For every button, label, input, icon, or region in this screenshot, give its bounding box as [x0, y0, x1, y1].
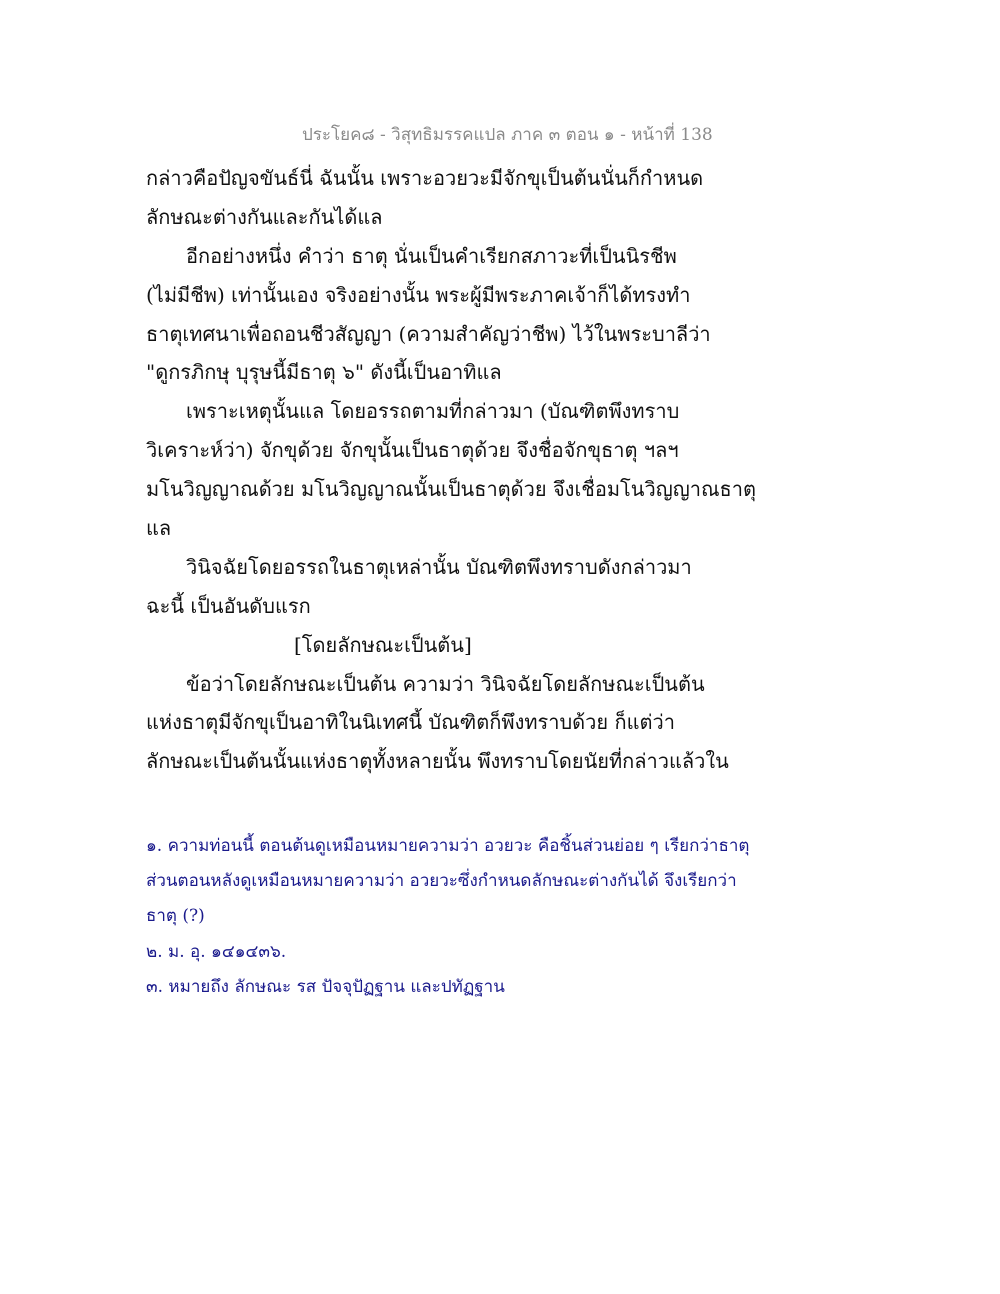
text-line: วิเคราะห์ว่า) จักขุด้วย จักขุนั้นเป็นธาตุด้วย จึงชื่อจักขุธาตุ ฯลฯ	[146, 438, 679, 463]
text-line: มโนวิญญาณด้วย มโนวิญญาณนั้นเป็นธาตุด้วย จึงเชื่อมโนวิญญาณธาตุ	[146, 477, 756, 502]
footnote-3: ๓. หมายถึง ลักษณะ รส ปัจจุปัฏฐาน และปทัฏฐาน	[146, 976, 505, 997]
text-line: ลักษณะต่างกันและกันได้แล	[146, 204, 383, 229]
text-line: ข้อว่าโดยลักษณะเป็นต้น ความว่า วินิจฉัยโดยลักษณะเป็นต้น	[186, 671, 705, 696]
text-line: แล	[146, 516, 172, 541]
footnote-1-line-1: ๑. ความท่อนนี้ ตอนต้นดูเหมือนหมายความว่า อวยวะ คือชิ้นส่วนย่อย ๆ เรียกว่าธาตุ	[146, 836, 750, 856]
footnote-2: ๒. ม. อุ. ๑๔๑๔๓๖.	[146, 941, 287, 962]
text-line: (ไม่มีชีพ) เท่านั้นเอง จริงอย่างนั้น พระผู้มีพระภาคเจ้าก็ได้ทรงทำ	[146, 282, 691, 307]
text-line: "ดูกรภิกษุ บุรุษนี้มีธาตุ ๖" ดังนี้เป็นอาทิแล	[146, 360, 502, 385]
text-line: อีกอย่างหนึ่ง คำว่า ธาตุ นั่นเป็นคำเรียกสภาวะที่เป็นนิรชีพ	[186, 243, 677, 268]
footnotes	[146, 829, 766, 1005]
text-line: แห่งธาตุมีจักขุเป็นอาทิในนิเทศนี้ บัณฑิตก็พึงทราบด้วย ก็แต่ว่า	[146, 710, 675, 735]
text-line: กล่าวคือปัญจขันธ์นี่ ฉันนั้น เพราะอวยวะมีจักขุเป็นต้นนั่นก็กำหนด	[146, 166, 704, 190]
footnote-1-line-2: ส่วนตอนหลังดูเหมือนหมายความว่า อวยวะซึ่งกำหนดลักษณะต่างกันได้ จึงเรียกว่า	[146, 871, 737, 892]
main-text	[146, 159, 756, 781]
section-heading: [โดยลักษณะเป็นต้น]	[294, 632, 472, 657]
text-line: เพราะเหตุนั้นแล โดยอรรถตามที่กล่าวมา (บัณฑิตพึงทราบ	[186, 399, 680, 424]
text-line: ธาตุเทศนาเพื่อถอนชีวสัญญา (ความสำคัญว่าชีพ) ไว้ในพระบาลีว่า	[146, 321, 711, 346]
text-line: วินิจฉัยโดยอรรถในธาตุเหล่านั้น บัณฑิตพึงทราบดังกล่าวมา	[186, 554, 692, 579]
text-line: ลักษณะเป็นต้นนั้นแห่งธาตุทั้งหลายนั้น พึงทราบโดยนัยที่กล่าวแล้วใน	[146, 749, 729, 774]
text-line: ฉะนี้ เป็นอันดับแรก	[146, 593, 311, 618]
footnote-1-line-3: ธาตุ (?)	[146, 906, 205, 927]
running-header: ประโยค๘ - วิสุทธิมรรคแปล ภาค ๓ ตอน ๑ - หน้าที่ 138	[302, 125, 713, 145]
